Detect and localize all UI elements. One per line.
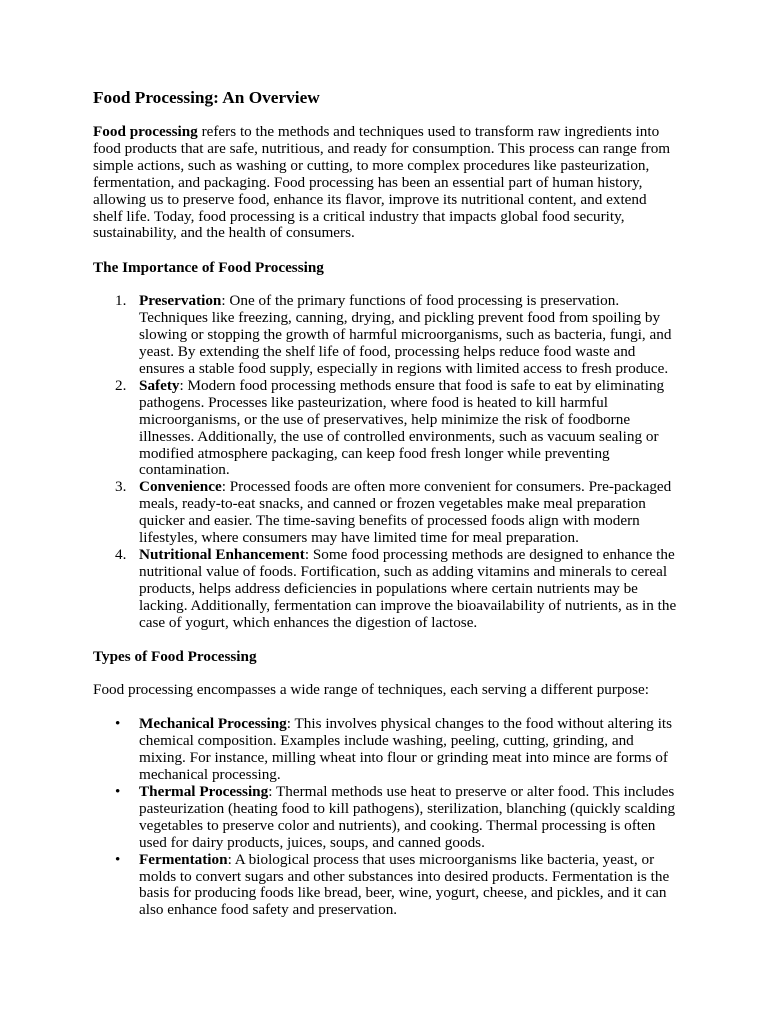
importance-item-safety bbox=[93, 378, 678, 479]
importance-item-nutritional-enhancement bbox=[93, 547, 678, 632]
item-text: : Some food processing methods are designed to enhance the nutritional value of foods. Fortification, such as adding vitamins and minerals to cereal products, helps address deficiencies in populations where certain nutrients may be lacking. Additionally, fermentation can improve the bioavailability of nutrients, as in the case of yogurt, which enhances the digestion of lactose. bbox=[139, 545, 677, 631]
importance-list bbox=[93, 293, 678, 631]
list-number: 4. bbox=[115, 545, 127, 563]
intro-text: refers to the methods and techniques used to transform raw ingredients into food products that are safe, nutritious, and ready for consumption. This process can range from simple actions, such as washing or cutting, to more complex procedures like pasteurization, fermentation, and packaging. Food processing has been an essential part of human history, allowing us to preserve food, enhance its flavor, improve its nutritional content, and extend shelf life. Today, food processing is a critical industry that impacts global food security, sustainability, and the health of consumers. bbox=[93, 123, 671, 242]
item-text: : Thermal methods use heat to preserve or alter food. This includes pasteurization (heating food to kill pathogens), sterilization, blanching (quickly scalding vegetables to preserve color and nutrients), and cooking. Thermal processing is often used for dairy products, juices, soups, and canned goods. bbox=[139, 783, 676, 851]
item-term: Preservation bbox=[139, 292, 222, 310]
bullet-icon: • bbox=[115, 850, 121, 868]
item-text: : This involves physical changes to the food without altering its chemical composition. Examples include washing, peeling, cutting, grinding, and mixing. For instance, milling wheat into flour or grinding meat into mince are forms of mechanical processing. bbox=[139, 715, 673, 784]
intro-term: Food processing bbox=[93, 123, 198, 140]
intro-paragraph bbox=[93, 124, 678, 242]
importance-heading: The Importance of Food Processing bbox=[93, 259, 324, 277]
types-intro-paragraph: Food processing encompasses a wide range of techniques, each serving a different purpose: bbox=[93, 681, 649, 699]
bullet-icon: • bbox=[115, 783, 121, 800]
item-term: Nutritional Enhancement bbox=[139, 545, 305, 563]
importance-item-convenience bbox=[93, 479, 678, 547]
item-text: : Modern food processing methods ensure that food is safe to eat by eliminating pathogens. Processes like pasteurization, where food is heated to kill harmful microorganisms, or the use of preservatives, help minimize the risk of foodborne illnesses. Additionally, the use of controlled environments, such as vacuum sealing or modified atmosphere packaging, can keep food fresh longer while preventing contamination. bbox=[139, 376, 665, 479]
item-term: Mechanical Processing bbox=[139, 715, 287, 733]
types-item-mechanical bbox=[93, 716, 678, 784]
document-title: Food Processing: An Overview bbox=[93, 88, 320, 107]
item-term: Thermal Processing bbox=[139, 783, 269, 800]
item-term: Safety bbox=[139, 376, 180, 394]
document-page bbox=[93, 88, 678, 919]
item-text: : One of the primary functions of food processing is preservation. Techniques like freezing, canning, drying, and pickling prevent food from spoiling by slowing or stopping the growth of harmful microorganisms, such as bacteria, fungi, and yeast. By extending the shelf life of food, processing helps reduce food waste and ensures a stable food supply, especially in regions with limited access to fresh produce. bbox=[139, 292, 672, 377]
types-item-thermal bbox=[93, 784, 678, 852]
list-number: 3. bbox=[115, 478, 127, 496]
list-number: 2. bbox=[115, 376, 127, 394]
types-item-fermentation bbox=[93, 852, 678, 920]
item-term: Convenience bbox=[139, 478, 222, 496]
types-heading: Types of Food Processing bbox=[93, 648, 257, 666]
list-number: 1. bbox=[115, 292, 127, 310]
importance-item-preservation bbox=[93, 293, 678, 378]
item-text: : A biological process that uses microorganisms like bacteria, yeast, or molds to convert sugars and other substances into desired products. Fermentation is the basis for producing foods like bread, beer, wine, yogurt, cheese, and pickles, and it can also enhance food safety and preservation. bbox=[139, 850, 670, 919]
types-list bbox=[93, 716, 678, 919]
item-term: Fermentation bbox=[139, 850, 228, 868]
bullet-icon: • bbox=[115, 715, 121, 733]
item-text: : Processed foods are often more convenient for consumers. Pre-packaged meals, ready-to-eat snacks, and canned or frozen vegetables make meal preparation quicker and easier. The time-saving benefits of processed foods align with modern lifestyles, where consumers may have limited time for meal preparation. bbox=[139, 478, 672, 547]
